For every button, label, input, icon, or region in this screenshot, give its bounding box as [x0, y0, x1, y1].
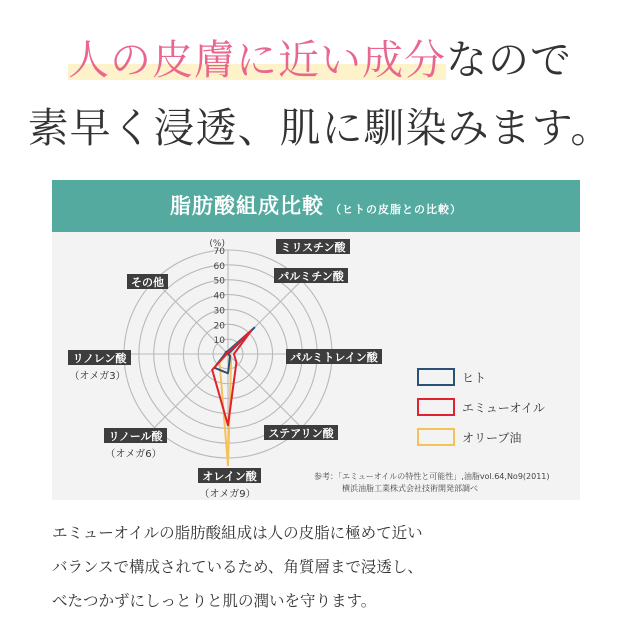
- chart-header: [52, 180, 580, 232]
- legend-swatch-2: [418, 399, 454, 415]
- axis-label-2: パルミチン酸: [278, 270, 344, 283]
- tick-label-20: 20: [213, 321, 225, 332]
- headline: [0, 30, 640, 158]
- tick-label-60: 60: [213, 261, 225, 272]
- tick-label-10: 10: [213, 336, 225, 347]
- headline-highlight: 人の皮膚に近い成分: [68, 36, 446, 84]
- chart-subtitle: （ヒトの皮脂との比較）: [330, 203, 462, 216]
- axis-sublabel-6: （オメガ6）: [105, 449, 162, 460]
- source-line-2: 横浜油脂工業株式会社技術開発部調べ: [342, 484, 478, 493]
- axis-label-4: ステアリン酸: [268, 427, 334, 440]
- axis-label-8: その他: [131, 276, 164, 289]
- legend-label-2: エミューオイル: [462, 401, 545, 415]
- source-line-1: 参考：「エミューオイルの特性と可能性」,油脂vol.64,No9(2011): [314, 472, 550, 481]
- radar-chart: [52, 232, 580, 500]
- tick-label-50: 50: [213, 276, 225, 287]
- legend-label-1: ヒト: [462, 371, 487, 385]
- axis-sublabel-5: （オメガ9）: [199, 489, 256, 500]
- headline-rest: なので: [446, 36, 572, 84]
- axis-label-1: ミリスチン酸: [280, 241, 346, 254]
- legend-swatch-3: [418, 429, 454, 445]
- headline-line-1: [0, 30, 640, 90]
- body-line-1: エミューオイルの脂肪酸組成は人の皮脂に極めて近い: [52, 524, 423, 542]
- tick-label-30: 30: [213, 306, 225, 317]
- tick-label-40: 40: [213, 291, 225, 302]
- chart-title: 脂肪酸組成比較: [170, 194, 324, 218]
- tick-label-70: 70: [213, 247, 225, 257]
- chart-card: [52, 180, 580, 500]
- axis-label-5: オレイン酸: [202, 470, 257, 483]
- axis-label-3: パルミトレイン酸: [290, 351, 378, 364]
- axis-sublabel-7: （オメガ3）: [69, 371, 126, 382]
- body-line-2: バランスで構成されているため、角質層まで浸透し、: [52, 558, 423, 576]
- spoke-4: [228, 354, 302, 428]
- legend-label-3: オリーブ油: [462, 431, 522, 445]
- body-text: [52, 516, 612, 618]
- axis-label-7: リノレン酸: [72, 352, 127, 365]
- body-line-3: べたつかずにしっとりと肌の潤いを守ります。: [52, 592, 377, 610]
- axis-label-6: リノール酸: [108, 430, 163, 443]
- legend-swatch-1: [418, 369, 454, 385]
- unit-label: (%): [209, 239, 225, 249]
- headline-line-2: 素早く浸透、肌に馴染みます。: [27, 104, 613, 152]
